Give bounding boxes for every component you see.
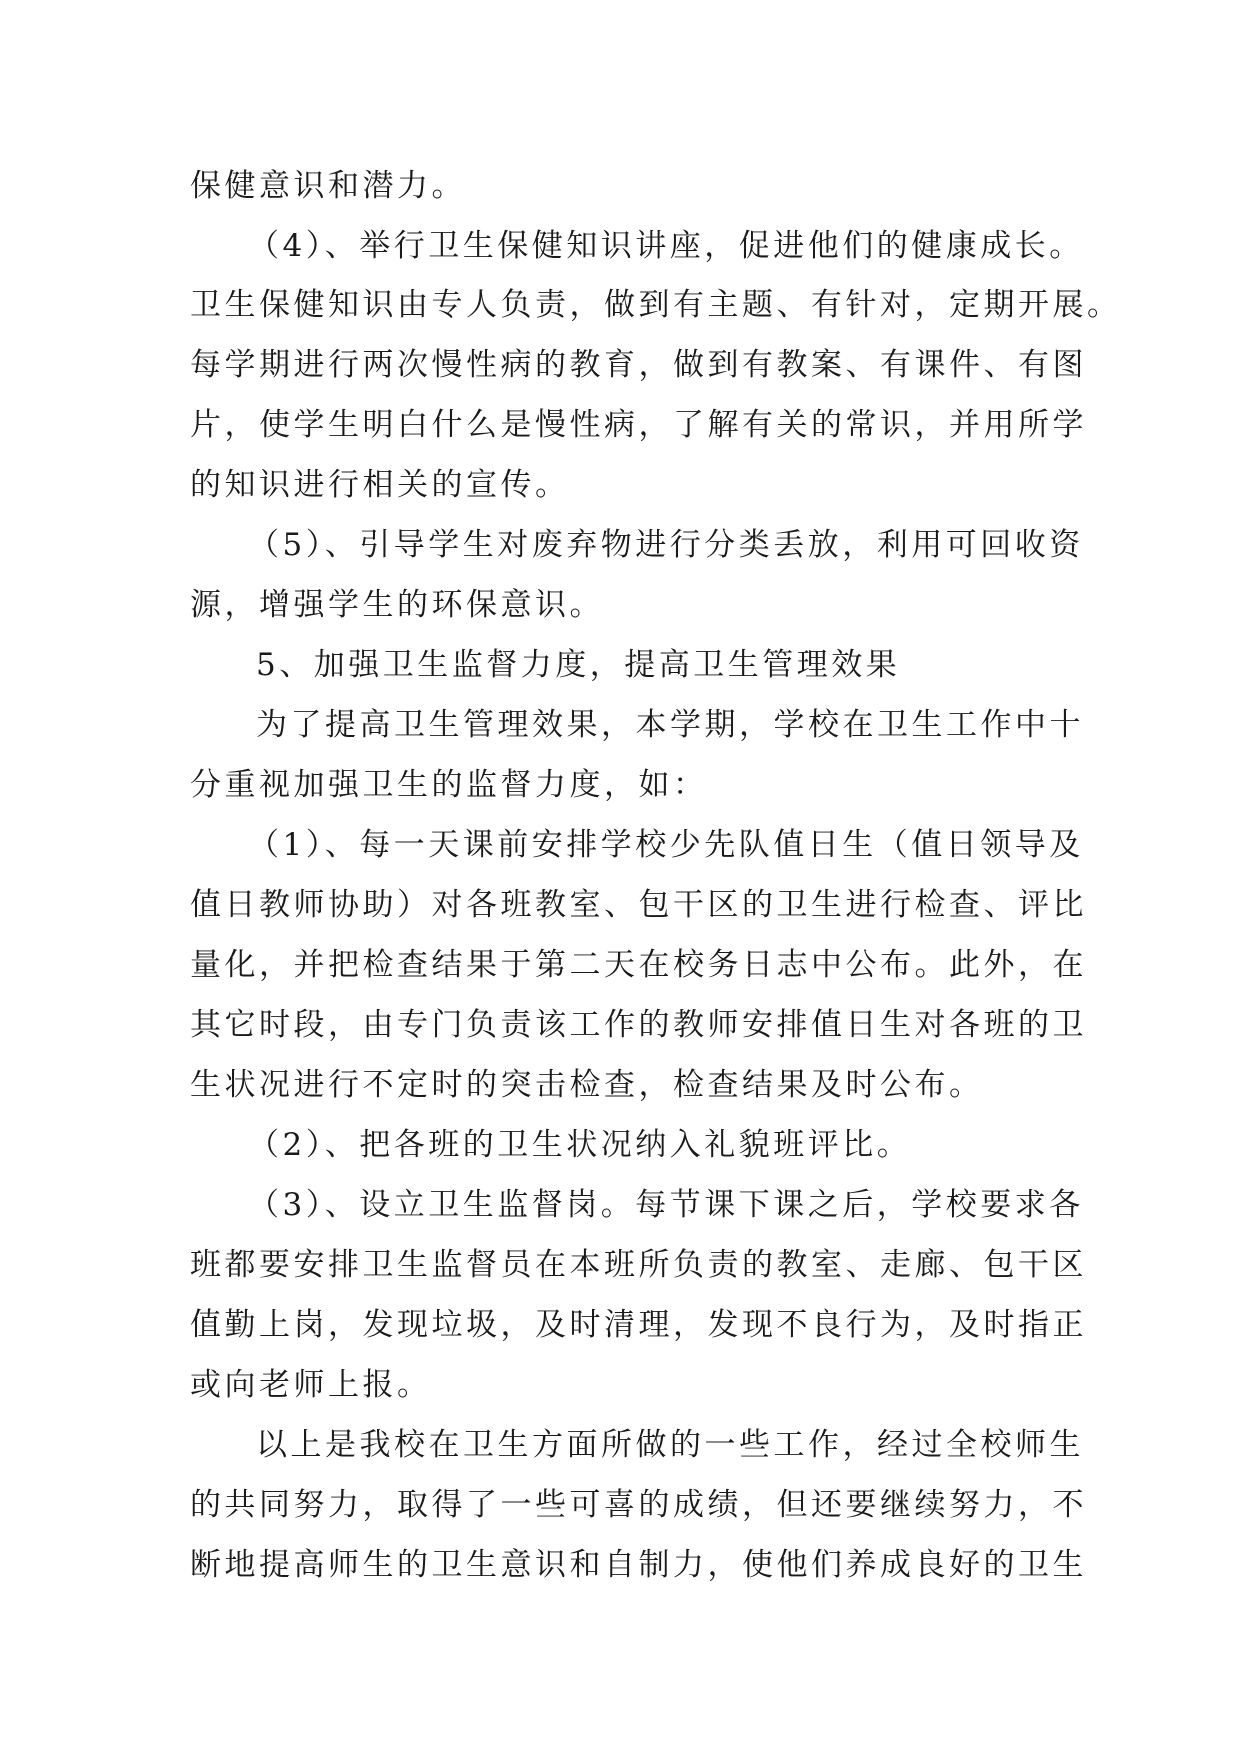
text-line: 保健意识和潜力。: [190, 168, 466, 204]
text-line: 每学期进行两次慢性病的教育，做到有教案、有课件、有图: [190, 347, 1087, 383]
text-line: 生状况进行不定时的突击检查，检查结果及时公布。: [190, 1067, 984, 1103]
text-line: 源，增强学生的环保意识。: [190, 587, 604, 623]
text-line: 断地提高师生的卫生意识和自制力，使他们养成良好的卫生: [190, 1547, 1087, 1583]
text-line: （2）、把各班的卫生状况纳入礼貌班评比。: [248, 1127, 912, 1163]
text-line: 以上是我校在卫生方面所做的一些工作，经过全校师生: [256, 1427, 1084, 1463]
text-line: 为了提高卫生管理效果，本学期，学校在卫生工作中十: [256, 707, 1084, 743]
text-line: 值日教师协助）对各班教室、包干区的卫生进行检查、评比: [190, 887, 1087, 923]
text-line: 或向老师上报。: [190, 1367, 432, 1403]
text-line: 其它时段，由专门负责该工作的教师安排值日生对各班的卫: [190, 1007, 1087, 1043]
text-line: 卫生保健知识由专人负责，做到有主题、有针对，定期开展。: [190, 287, 1122, 323]
text-line: （1）、每一天课前安排学校少先队值日生（值日领导及: [248, 827, 1084, 863]
text-line: 的知识进行相关的宣传。: [190, 467, 570, 503]
text-line: 分重视加强卫生的监督力度，如：: [190, 767, 708, 803]
text-line: 班都要安排卫生监督员在本班所负责的教室、走廊、包干区: [190, 1247, 1087, 1283]
text-line: 值勤上岗，发现垃圾，及时清理，发现不良行为，及时指正: [190, 1307, 1087, 1343]
text-line: （4）、举行卫生保健知识讲座，促进他们的健康成长。: [248, 228, 1084, 264]
text-line: 片，使学生明白什么是慢性病，了解有关的常识，并用所学: [190, 407, 1087, 443]
text-line: （5）、引导学生对废弃物进行分类丢放，利用可回收资: [248, 527, 1084, 563]
text-line: 量化，并把检查结果于第二天在校务日志中公布。此外，在: [190, 947, 1087, 983]
text-line: （3）、设立卫生监督岗。每节课下课之后，学校要求各: [248, 1187, 1084, 1223]
section-heading: 5、加强卫生监督力度，提高卫生管理效果: [256, 647, 901, 683]
text-line: 的共同努力，取得了一些可喜的成绩，但还要继续努力，不: [190, 1487, 1087, 1523]
